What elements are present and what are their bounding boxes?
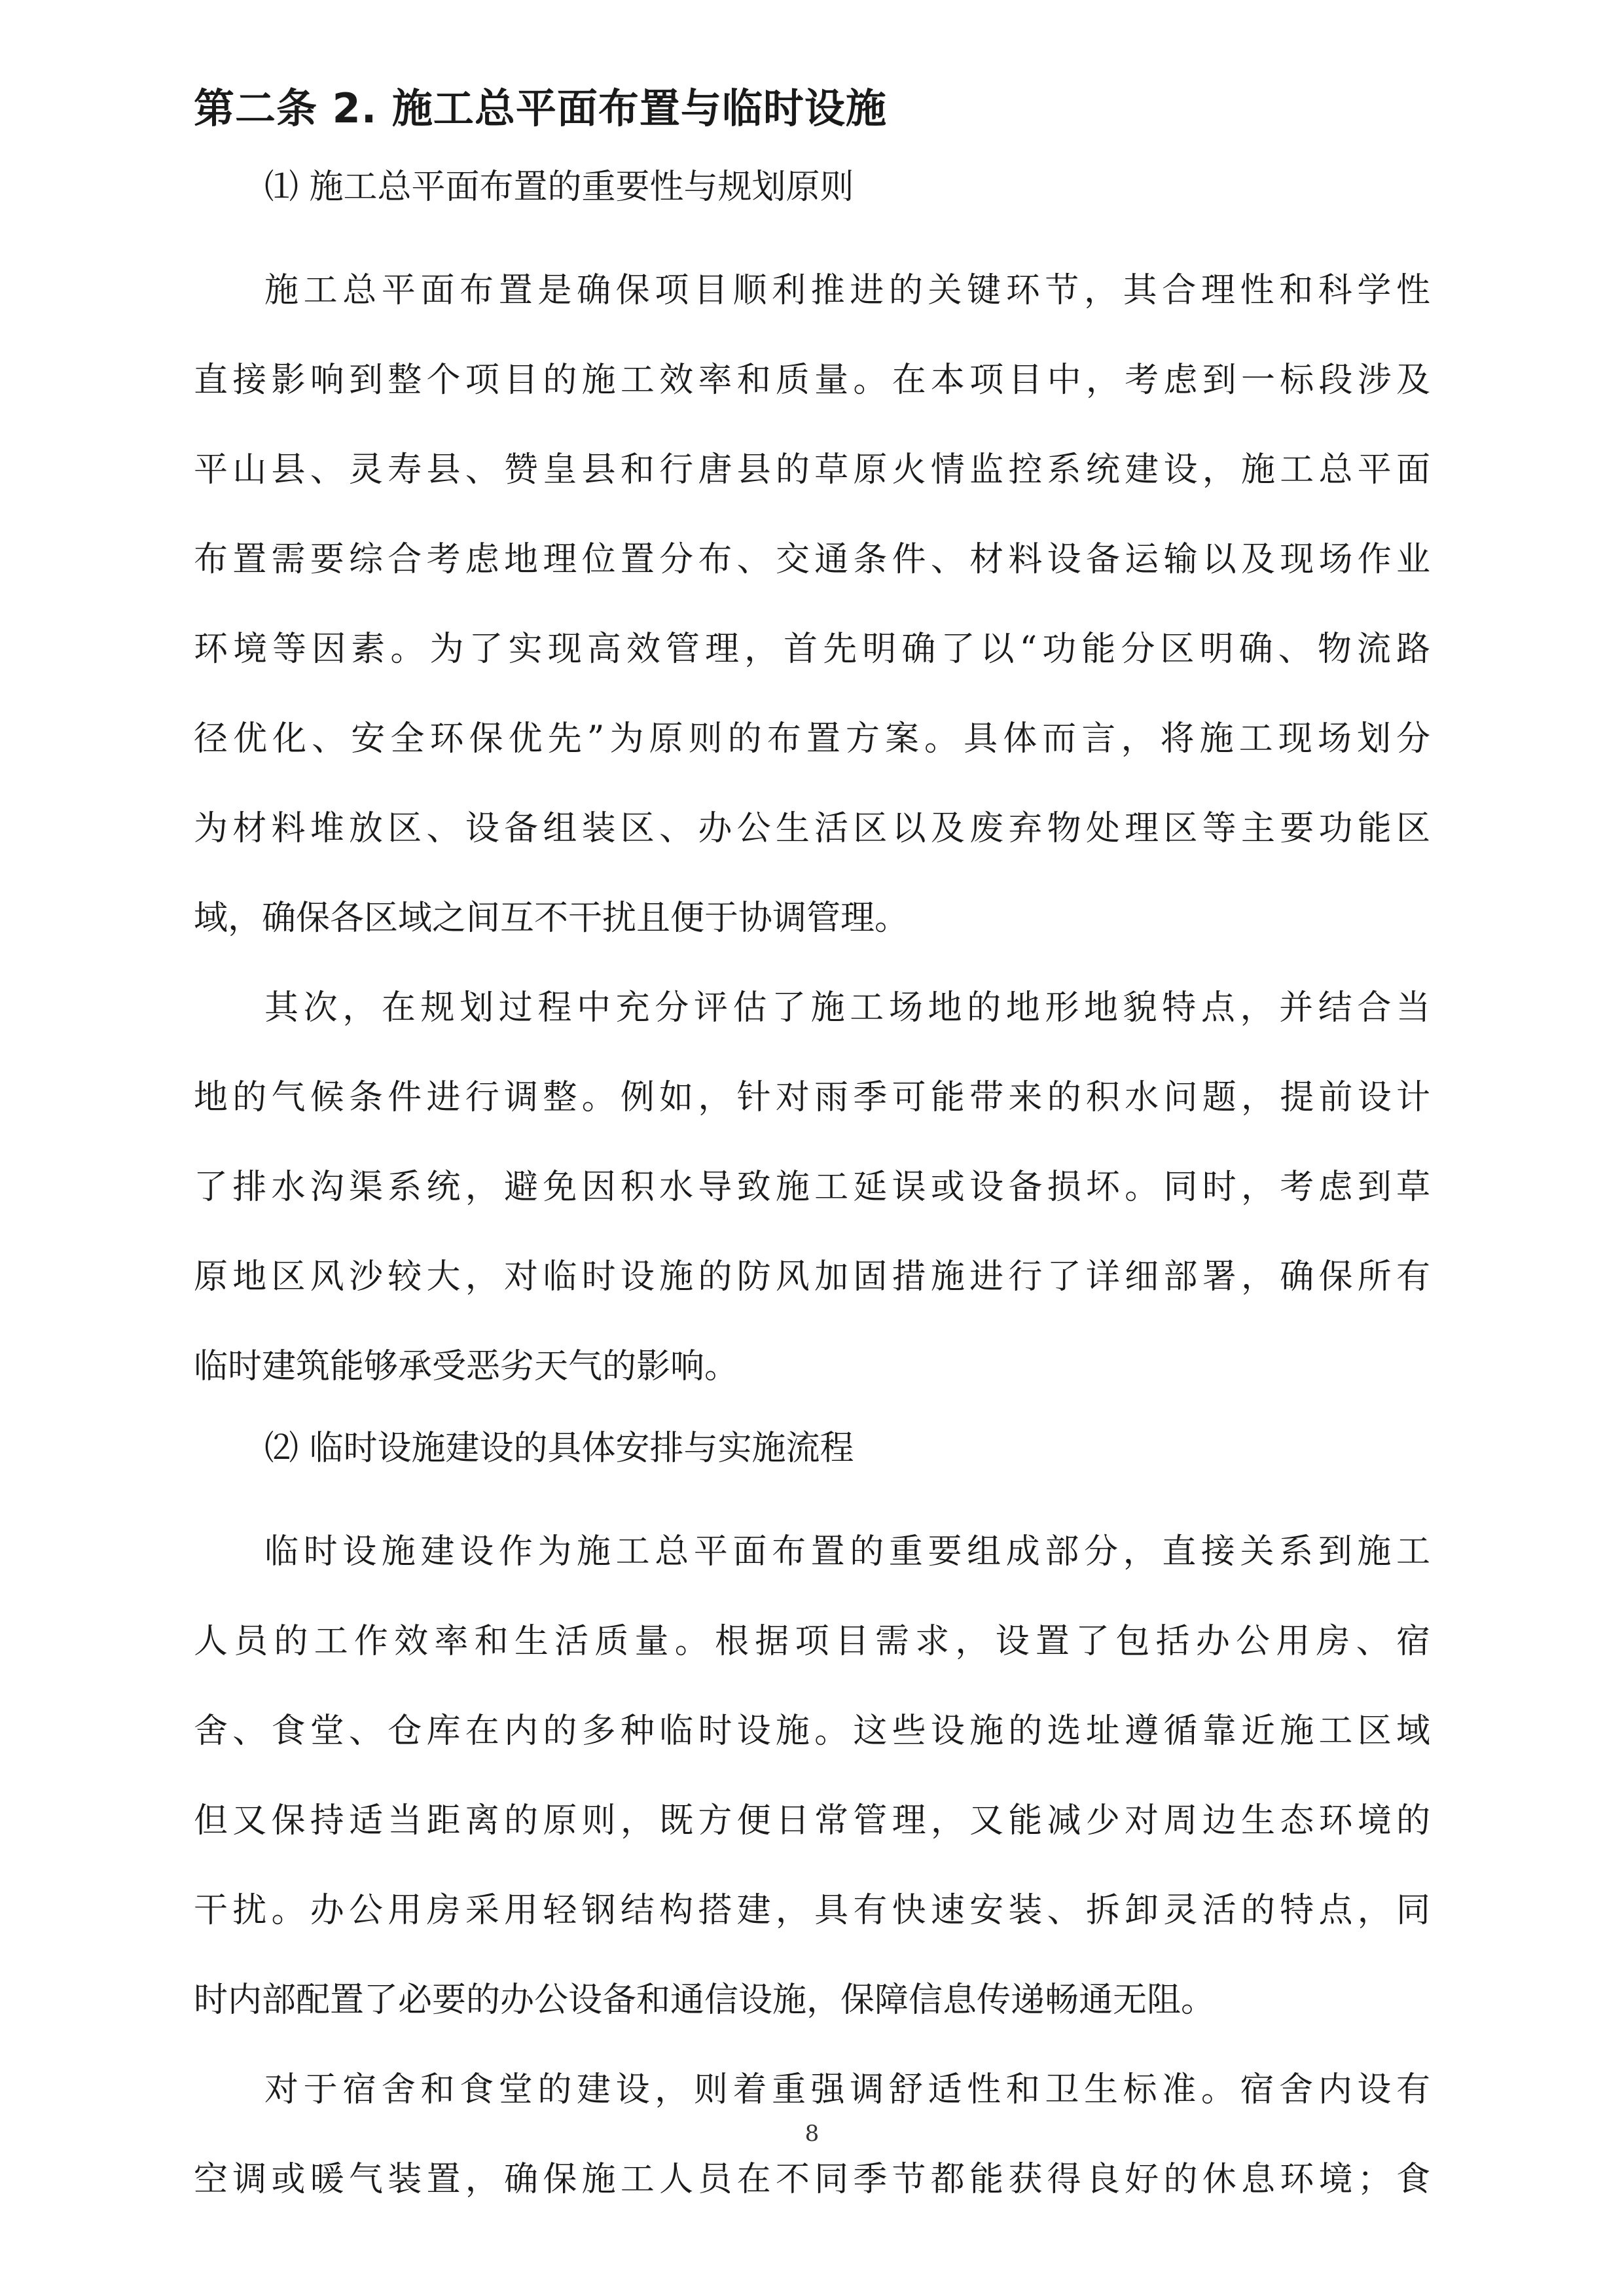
paragraph-line: 但又保持适当距离的原则，既方便日常管理，又能减少对周边生态环境的 [194,1801,1430,1840]
paragraph-line: 布置需要综合考虑地理位置分布、交通条件、材料设备运输以及现场作业 [194,540,1430,579]
article-heading: 第二条 2. 施工总平面布置与临时设施 [194,84,887,132]
paragraph-line: 临时建筑能够承受恶劣天气的影响。 [194,1347,739,1386]
paragraph-line: 径优化、安全环保优先”为原则的布置方案。具体而言，将施工现场划分 [194,719,1430,759]
section-2-title: ⑵ 临时设施建设的具体安排与实施流程 [264,1429,854,1468]
paragraph-line: 环境等因素。为了实现高效管理，首先明确了以“功能分区明确、物流路 [194,630,1430,669]
paragraph-line: 了排水沟渠系统，避免因积水导致施工延误或设备损坏。同时，考虑到草 [194,1168,1430,1207]
paragraph-line: 空调或暖气装置，确保施工人员在不同季节都能获得良好的休息环境；食 [194,2160,1430,2199]
paragraph-line: 其次，在规划过程中充分评估了施工场地的地形地貌特点，并结合当 [264,988,1430,1028]
paragraph-line: 域，确保各区域之间互不干扰且便于协调管理。 [194,899,909,938]
paragraph-line: 时内部配置了必要的办公设备和通信设施，保障信息传递畅通无阻。 [194,1981,1216,2020]
paragraph-line: 地的气候条件进行调整。例如，针对雨季可能带来的积水问题，提前设计 [194,1078,1430,1117]
section-1-paragraph-2 [194,963,1430,1412]
paragraph-line: 干扰。办公用房采用轻钢结构搭建，具有快速安装、拆卸灵活的特点，同 [194,1891,1430,1930]
paragraph-line: 对于宿舍和食堂的建设，则着重强调舒适性和卫生标准。宿舍内设有 [264,2070,1430,2109]
paragraph-line: 直接影响到整个项目的施工效率和质量。在本项目中，考虑到一标段涉及 [194,361,1430,400]
section-1-title: ⑴ 施工总平面布置的重要性与规划原则 [264,168,854,207]
paragraph-line: 原地区风沙较大，对临时设施的防风加固措施进行了详细部署，确保所有 [194,1257,1430,1297]
paragraph-line: 平山县、灵寿县、赞皇县和行唐县的草原火情监控系统建设，施工总平面 [194,450,1430,490]
paragraph-line: 舍、食堂、仓库在内的多种临时设施。这些设施的选址遵循靠近施工区域 [194,1712,1430,1751]
paragraph-line: 为材料堆放区、设备组装区、办公生活区以及废弃物处理区等主要功能区 [194,809,1430,848]
page-content [194,77,1430,2225]
paragraph-line: 人员的工作效率和生活质量。根据项目需求，设置了包括办公用房、宿 [194,1622,1430,1661]
paragraph-line: 施工总平面布置是确保项目顺利推进的关键环节，其合理性和科学性 [264,271,1430,310]
paragraph-line: 临时设施建设作为施工总平面布置的重要组成部分，直接关系到施工 [264,1532,1430,1571]
section-1-paragraph-1 [194,246,1430,963]
page-number: 8 [804,2121,820,2147]
section-2-paragraph-1 [194,1507,1430,2045]
